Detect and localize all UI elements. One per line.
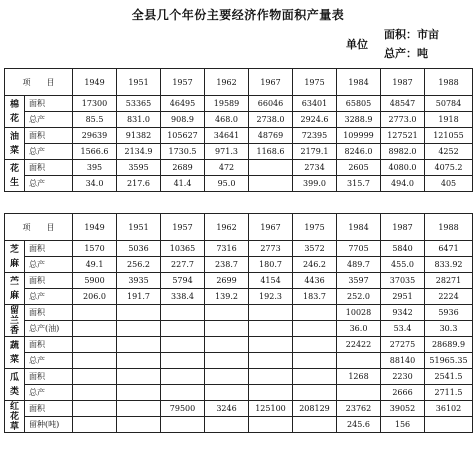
header-year: 1984	[337, 69, 381, 96]
value-cell: 489.7	[337, 257, 381, 273]
value-cell: 23762	[337, 401, 381, 417]
metric-label: 面积	[25, 337, 73, 353]
value-cell: 22422	[337, 337, 381, 353]
crop-name-char: 蔬	[9, 340, 19, 351]
unit-label: 单位	[346, 38, 368, 51]
crop-name-char: 瓜	[9, 372, 19, 383]
header-year: 1987	[381, 69, 425, 96]
value-cell	[293, 353, 337, 369]
value-cell: 65805	[337, 96, 381, 112]
crop-name-char: 麻	[9, 290, 19, 301]
value-cell: 2711.5	[425, 385, 473, 401]
value-cell	[205, 337, 249, 353]
header-year: 1949	[73, 69, 117, 96]
value-cell: 3288.9	[337, 112, 381, 128]
value-cell: 2605	[337, 160, 381, 176]
metric-label: 面积	[25, 305, 73, 321]
value-cell: 72395	[293, 128, 337, 144]
value-cell	[293, 385, 337, 401]
crop-name-char: 花	[9, 113, 19, 124]
table-row	[5, 257, 473, 273]
value-cell: 4154	[249, 273, 293, 289]
value-cell: 5936	[425, 305, 473, 321]
table-row	[5, 176, 473, 192]
value-cell: 127521	[381, 128, 425, 144]
value-cell: 252.0	[337, 289, 381, 305]
value-cell	[249, 337, 293, 353]
header-year: 1962	[205, 214, 249, 241]
value-cell: 10028	[337, 305, 381, 321]
header-year: 1951	[117, 69, 161, 96]
value-cell: 256.2	[117, 257, 161, 273]
crop-name-char: 类	[9, 386, 19, 397]
value-cell	[117, 369, 161, 385]
value-cell: 9342	[381, 305, 425, 321]
header-row	[5, 69, 473, 96]
value-cell: 2734	[293, 160, 337, 176]
value-cell: 908.9	[161, 112, 205, 128]
value-cell: 27275	[381, 337, 425, 353]
value-cell	[249, 353, 293, 369]
value-cell: 125100	[249, 401, 293, 417]
header-year: 1949	[73, 214, 117, 241]
value-cell: 109999	[337, 128, 381, 144]
value-cell: 238.7	[205, 257, 249, 273]
value-cell	[117, 417, 161, 433]
header-year: 1984	[337, 214, 381, 241]
crop-name-char: 草	[9, 421, 19, 432]
metric-label: 总产	[25, 144, 73, 160]
crop-name	[5, 96, 25, 128]
value-cell	[293, 337, 337, 353]
unit-output: 总产：吨	[384, 47, 428, 60]
value-cell	[249, 176, 293, 192]
table-row	[5, 353, 473, 369]
value-cell	[249, 160, 293, 176]
value-cell	[337, 353, 381, 369]
crop-name-char: 留	[9, 305, 19, 316]
value-cell: 88140	[381, 353, 425, 369]
value-cell	[161, 369, 205, 385]
value-cell: 34641	[205, 128, 249, 144]
header-year: 1975	[293, 214, 337, 241]
value-cell: 3595	[117, 160, 161, 176]
value-cell: 1168.6	[249, 144, 293, 160]
value-cell: 53.4	[381, 321, 425, 337]
value-cell: 206.0	[73, 289, 117, 305]
table-title: 全县几个年份主要经济作物面积产量表	[131, 8, 345, 22]
crop-table-2	[4, 213, 473, 433]
value-cell: 468.0	[205, 112, 249, 128]
value-cell: 405	[425, 176, 473, 192]
value-cell	[161, 305, 205, 321]
metric-label: 留种(吨)	[25, 417, 73, 433]
table-row	[5, 160, 473, 176]
value-cell: 315.7	[337, 176, 381, 192]
value-cell	[73, 321, 117, 337]
value-cell: 139.2	[205, 289, 249, 305]
value-cell: 2699	[205, 273, 249, 289]
value-cell: 217.6	[117, 176, 161, 192]
value-cell: 245.6	[337, 417, 381, 433]
crop-name-char: 棉	[9, 99, 19, 110]
value-cell	[337, 385, 381, 401]
value-cell: 1730.5	[161, 144, 205, 160]
crop-name-char: 菜	[9, 145, 19, 156]
value-cell: 4436	[293, 273, 337, 289]
value-cell: 833.92	[425, 257, 473, 273]
crop-name	[5, 401, 25, 433]
value-cell: 49.1	[73, 257, 117, 273]
value-cell: 227.7	[161, 257, 205, 273]
metric-label: 总产	[25, 112, 73, 128]
value-cell	[73, 305, 117, 321]
value-cell: 2738.0	[249, 112, 293, 128]
value-cell	[249, 385, 293, 401]
value-cell	[161, 417, 205, 433]
table-row	[5, 321, 473, 337]
value-cell: 192.3	[249, 289, 293, 305]
crop-name-char: 苎	[9, 276, 19, 287]
value-cell: 37035	[381, 273, 425, 289]
value-cell	[73, 385, 117, 401]
value-cell	[249, 321, 293, 337]
header-year: 1967	[249, 214, 293, 241]
value-cell: 180.7	[249, 257, 293, 273]
value-cell: 34.0	[73, 176, 117, 192]
metric-label: 面积	[25, 96, 73, 112]
metric-label: 总产	[25, 289, 73, 305]
header-year: 1967	[249, 69, 293, 96]
value-cell: 91382	[117, 128, 161, 144]
value-cell: 53365	[117, 96, 161, 112]
value-cell: 191.7	[117, 289, 161, 305]
crop-name	[5, 305, 25, 337]
value-cell: 39052	[381, 401, 425, 417]
value-cell: 2951	[381, 289, 425, 305]
header-year: 1987	[381, 214, 425, 241]
crop-name-char: 油	[9, 131, 19, 142]
value-cell	[293, 417, 337, 433]
value-cell: 2924.6	[293, 112, 337, 128]
value-cell: 41.4	[161, 176, 205, 192]
crop-name	[5, 160, 25, 192]
value-cell: 1268	[337, 369, 381, 385]
value-cell	[73, 337, 117, 353]
value-cell: 121055	[425, 128, 473, 144]
value-cell: 4075.2	[425, 160, 473, 176]
crop-name-char: 花	[9, 411, 19, 422]
value-cell: 48769	[249, 128, 293, 144]
metric-label: 面积	[25, 241, 73, 257]
value-cell: 2179.1	[293, 144, 337, 160]
header-year: 1988	[425, 69, 473, 96]
table-row	[5, 337, 473, 353]
value-cell: 2541.5	[425, 369, 473, 385]
value-cell: 2134.9	[117, 144, 161, 160]
table-row	[5, 401, 473, 417]
value-cell	[249, 417, 293, 433]
header-year: 1975	[293, 69, 337, 96]
value-cell	[205, 353, 249, 369]
value-cell	[293, 305, 337, 321]
value-cell: 48547	[381, 96, 425, 112]
value-cell: 50784	[425, 96, 473, 112]
metric-label: 总产	[25, 257, 73, 273]
metric-label: 总产	[25, 385, 73, 401]
table-row	[5, 385, 473, 401]
value-cell: 3935	[117, 273, 161, 289]
value-cell: 6471	[425, 241, 473, 257]
value-cell	[117, 385, 161, 401]
table-row	[5, 144, 473, 160]
value-cell	[73, 369, 117, 385]
crop-name-char: 红	[9, 401, 19, 412]
value-cell	[425, 417, 473, 433]
value-cell	[161, 321, 205, 337]
header-year: 1957	[161, 214, 205, 241]
value-cell: 5840	[381, 241, 425, 257]
crop-name	[5, 241, 25, 273]
metric-label: 面积	[25, 128, 73, 144]
value-cell: 2773.0	[381, 112, 425, 128]
value-cell	[161, 385, 205, 401]
table-row	[5, 305, 473, 321]
header-row	[5, 214, 473, 241]
value-cell	[117, 353, 161, 369]
value-cell: 8246.0	[337, 144, 381, 160]
value-cell: 455.0	[381, 257, 425, 273]
crop-name-char: 香	[9, 325, 19, 336]
crop-name	[5, 128, 25, 160]
value-cell	[117, 321, 161, 337]
value-cell: 10365	[161, 241, 205, 257]
value-cell: 1918	[425, 112, 473, 128]
value-cell: 2773	[249, 241, 293, 257]
value-cell: 2689	[161, 160, 205, 176]
value-cell	[73, 401, 117, 417]
value-cell: 2224	[425, 289, 473, 305]
value-cell: 7705	[337, 241, 381, 257]
unit-area: 面积：市亩	[384, 28, 439, 41]
metric-label: 面积	[25, 273, 73, 289]
value-cell: 183.7	[293, 289, 337, 305]
value-cell	[293, 321, 337, 337]
metric-label: 面积	[25, 401, 73, 417]
crop-table-1	[4, 68, 473, 192]
crop-name-char: 芝	[9, 244, 19, 255]
value-cell: 2666	[381, 385, 425, 401]
value-cell	[205, 305, 249, 321]
header-year: 1962	[205, 69, 249, 96]
value-cell: 66046	[249, 96, 293, 112]
header-year: 1957	[161, 69, 205, 96]
table-row	[5, 112, 473, 128]
value-cell	[161, 337, 205, 353]
value-cell: 51965.35	[425, 353, 473, 369]
crop-name-char: 花	[9, 163, 19, 174]
value-cell: 472	[205, 160, 249, 176]
value-cell: 19589	[205, 96, 249, 112]
value-cell: 36102	[425, 401, 473, 417]
metric-label: 总产	[25, 176, 73, 192]
metric-label: 面积	[25, 160, 73, 176]
header-year: 1951	[117, 214, 161, 241]
value-cell: 79500	[161, 401, 205, 417]
value-cell: 1566.6	[73, 144, 117, 160]
value-cell: 338.4	[161, 289, 205, 305]
metric-label: 面积	[25, 369, 73, 385]
value-cell: 17300	[73, 96, 117, 112]
value-cell	[117, 401, 161, 417]
header-item: 项 目	[5, 214, 73, 241]
value-cell: 36.0	[337, 321, 381, 337]
value-cell	[161, 353, 205, 369]
table-row	[5, 96, 473, 112]
value-cell	[249, 369, 293, 385]
value-cell	[249, 305, 293, 321]
value-cell: 494.0	[381, 176, 425, 192]
value-cell	[205, 321, 249, 337]
crop-name	[5, 369, 25, 401]
crop-name	[5, 337, 25, 369]
value-cell: 208129	[293, 401, 337, 417]
value-cell: 831.0	[117, 112, 161, 128]
crop-name-char: 兰	[9, 315, 19, 326]
metric-label: 总产(油)	[25, 321, 73, 337]
table-row	[5, 289, 473, 305]
value-cell	[117, 337, 161, 353]
value-cell	[117, 305, 161, 321]
value-cell: 3572	[293, 241, 337, 257]
value-cell: 28271	[425, 273, 473, 289]
value-cell: 1570	[73, 241, 117, 257]
value-cell	[293, 369, 337, 385]
table-row	[5, 241, 473, 257]
table-row	[5, 417, 473, 433]
crop-name-char: 菜	[9, 354, 19, 365]
value-cell: 5794	[161, 273, 205, 289]
value-cell	[205, 385, 249, 401]
value-cell	[73, 353, 117, 369]
value-cell: 85.5	[73, 112, 117, 128]
crop-name	[5, 273, 25, 305]
value-cell: 63401	[293, 96, 337, 112]
value-cell: 5900	[73, 273, 117, 289]
value-cell: 28689.9	[425, 337, 473, 353]
value-cell: 30.3	[425, 321, 473, 337]
value-cell: 3597	[337, 273, 381, 289]
value-cell: 8982.0	[381, 144, 425, 160]
value-cell: 246.2	[293, 257, 337, 273]
value-cell: 46495	[161, 96, 205, 112]
value-cell: 105627	[161, 128, 205, 144]
value-cell	[205, 417, 249, 433]
crop-name-char: 麻	[9, 258, 19, 269]
value-cell	[205, 369, 249, 385]
value-cell	[73, 417, 117, 433]
value-cell: 95.0	[205, 176, 249, 192]
value-cell: 399.0	[293, 176, 337, 192]
value-cell: 395	[73, 160, 117, 176]
value-cell: 29639	[73, 128, 117, 144]
crop-name-char: 生	[9, 177, 19, 188]
table-row	[5, 128, 473, 144]
table-row	[5, 369, 473, 385]
metric-label: 总产	[25, 353, 73, 369]
value-cell: 971.3	[205, 144, 249, 160]
value-cell: 4080.0	[381, 160, 425, 176]
value-cell: 5036	[117, 241, 161, 257]
value-cell: 3246	[205, 401, 249, 417]
table-row	[5, 273, 473, 289]
header-item: 项 目	[5, 69, 73, 96]
value-cell: 2230	[381, 369, 425, 385]
header-year: 1988	[425, 214, 473, 241]
value-cell: 4252	[425, 144, 473, 160]
value-cell: 7316	[205, 241, 249, 257]
value-cell: 156	[381, 417, 425, 433]
